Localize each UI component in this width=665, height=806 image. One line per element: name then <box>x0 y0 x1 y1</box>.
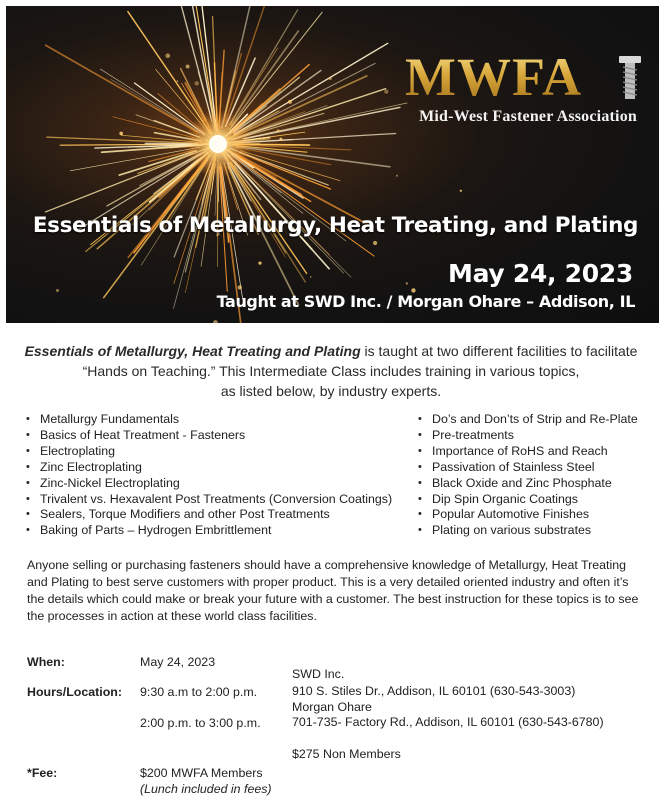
logo-tagline: Mid-West Fastener Association <box>419 108 637 125</box>
header-banner <box>6 6 659 323</box>
location-1-name: SWD Inc. <box>292 667 345 681</box>
when-label: When: <box>27 655 65 669</box>
when-value: May 24, 2023 <box>140 655 216 669</box>
bolt-icon <box>617 54 643 102</box>
topic-item: • Importance of RoHS and Reach <box>416 444 638 460</box>
fee-members: $200 MWFA Members <box>140 766 263 780</box>
topic-item: • Zinc Electroplating <box>24 460 392 476</box>
topic-item: • Baking of Parts – Hydrogen Embrittlement <box>24 523 392 539</box>
topic-item: • Electroplating <box>24 444 392 460</box>
mwfa-logo <box>401 47 641 128</box>
topic-item: • Zinc-Nickel Electroplating <box>24 476 392 492</box>
location-1-address: 910 S. Stiles Dr., Addison, IL 60101 (630-543-3003) <box>292 684 576 698</box>
topic-item: • Black Oxide and Zinc Phosphate <box>416 476 638 492</box>
event-date: May 24, 2023 <box>448 259 633 288</box>
page-title: Essentials of Metallurgy, Heat Treating, and Plating <box>32 213 638 238</box>
topics-list-left <box>24 412 392 539</box>
topic-item: • Plating on various substrates <box>416 523 638 539</box>
topic-item: • Trivalent vs. Hexavalent Post Treatments (Conversion Coatings) <box>24 492 392 508</box>
topic-item: • Pre-treatments <box>416 428 638 444</box>
topic-item: • Dip Spin Organic Coatings <box>416 492 638 508</box>
location-2-name: Morgan Ohare <box>292 700 372 714</box>
intro-paragraph <box>22 341 640 401</box>
time-slot-1: 9:30 a.m to 2:00 p.m. <box>140 685 258 699</box>
topics-list-right <box>416 412 638 539</box>
topic-item: • Metallurgy Fundamentals <box>24 412 392 428</box>
intro-line-1-text: is taught at two different facilities to facilitate <box>360 343 638 359</box>
description-paragraph: Anyone selling or purchasing fasteners should have a comprehensive knowledge of Metallurgy, Heat Treating and Plating to best serve customers with proper product. This is a very detailed oriented industry and often it’s the details which could make or break your future with a customer. The best instruction for these topics is to see the processes in action at these world class facilities. <box>27 558 639 623</box>
time-slot-2: 2:00 p.m. to 3:00 p.m. <box>140 716 261 730</box>
topic-item: • Basics of Heat Treatment - Fasteners <box>24 428 392 444</box>
fee-note: (Lunch included in fees) <box>140 782 272 796</box>
topic-item: • Sealers, Torque Modifiers and other Post Treatments <box>24 507 392 523</box>
fee-label: *Fee: <box>27 766 58 780</box>
intro-course-name: Essentials of Metallurgy, Heat Treating and Plating <box>24 343 361 359</box>
topic-item: • Popular Automotive Finishes <box>416 507 638 523</box>
hours-location-label: Hours/Location: <box>27 685 122 699</box>
intro-line-1 <box>22 341 640 361</box>
topic-item: • Passivation of Stainless Steel <box>416 460 638 476</box>
intro-line-3: as listed below, by industry experts. <box>220 383 442 399</box>
fee-nonmembers: $275 Non Members <box>292 747 401 761</box>
topic-item: • Do’s and Don’ts of Strip and Re-Plate <box>416 412 638 428</box>
intro-line-2: “Hands on Teaching.” This Intermediate Class includes training in various topics, <box>82 363 580 379</box>
location-2-address: 701-735- Factory Rd., Addison, IL 60101 (630-543-6780) <box>292 715 604 729</box>
event-subtitle: Taught at SWD Inc. / Morgan Ohare – Addison, IL <box>216 292 635 311</box>
logo-text: MWFA <box>405 47 582 107</box>
